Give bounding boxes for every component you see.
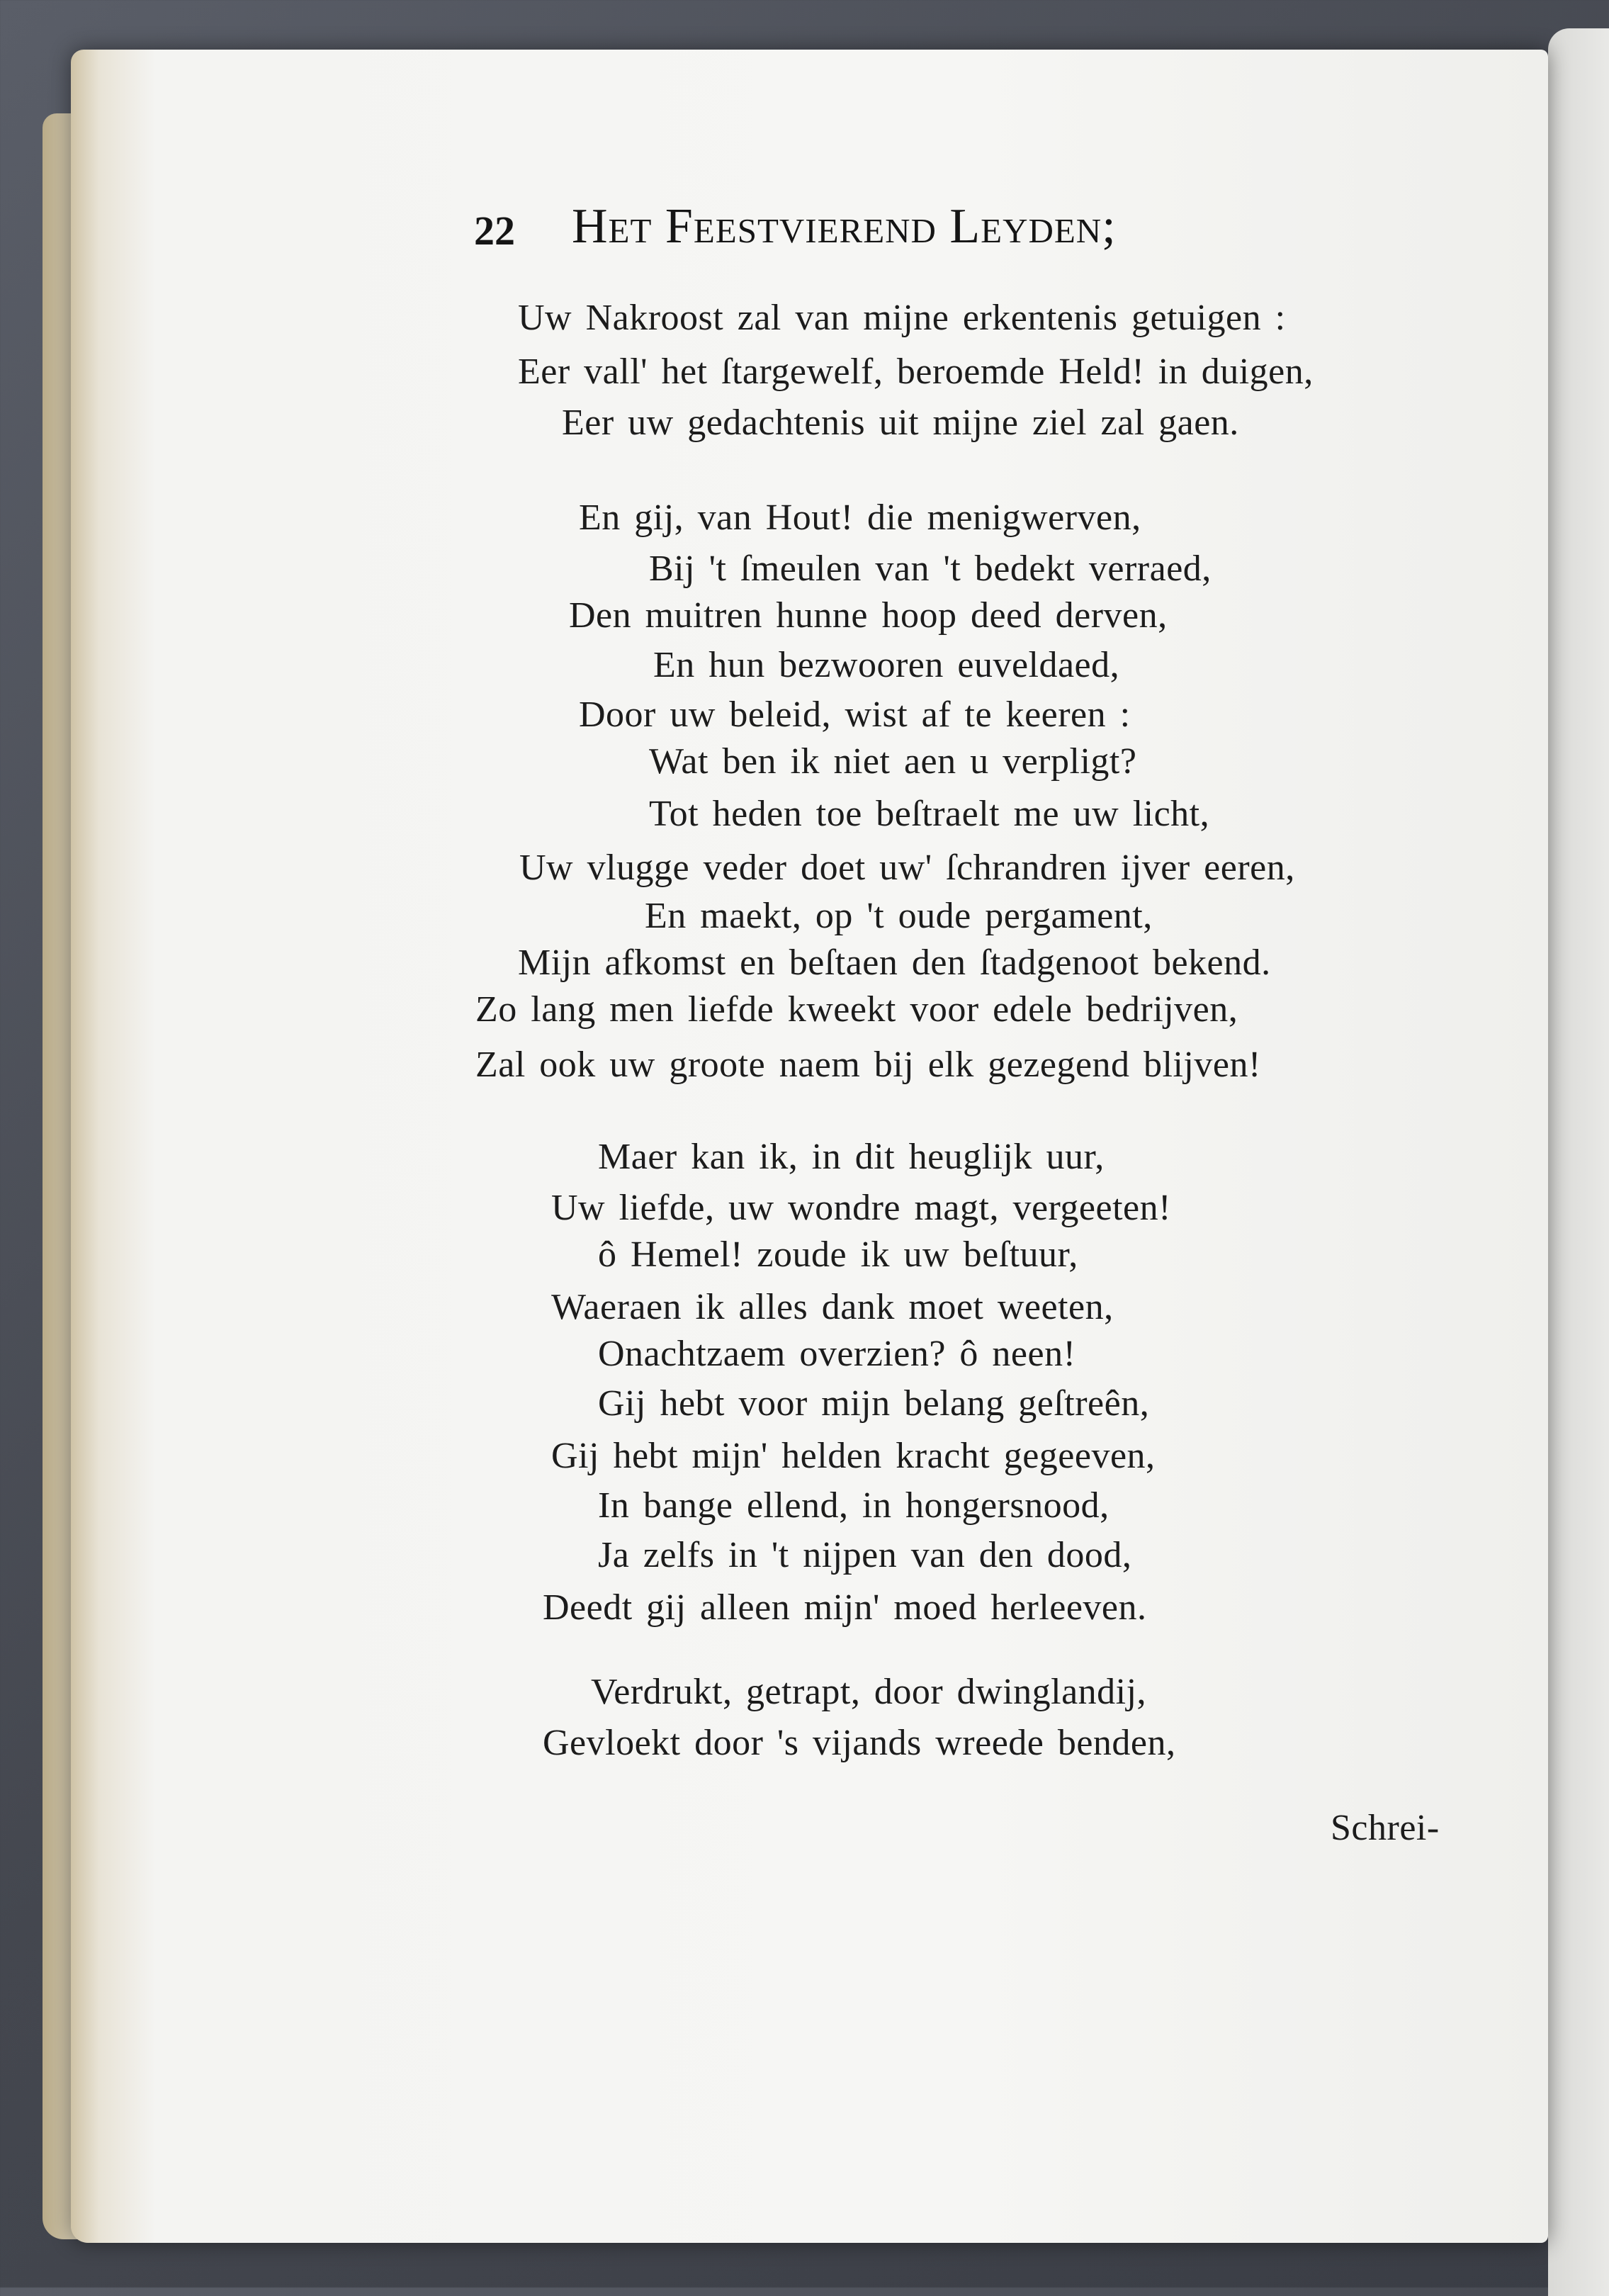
verse-line: Zo lang men liefde kweekt voor edele bedrijven, [475, 989, 1238, 1030]
verse-line: Tot heden toe beſtraelt me uw licht, [649, 794, 1210, 834]
verse-line: Waeraen ik alles dank moet weeten, [551, 1287, 1114, 1327]
verse-line: Uw Nakroost zal van mijne erkentenis getuigen : [518, 298, 1286, 338]
verse-line: Gevloekt door 's vijands wreede benden, [543, 1723, 1176, 1763]
verse-line: Gij hebt voor mijn belang geſtreên, [598, 1383, 1150, 1424]
verse-line: In bange ellend, in hongersnood, [598, 1485, 1110, 1526]
verse-line: Maer kan ik, in dit heuglijk uur, [598, 1137, 1105, 1177]
verse-line: Mijn afkomst en beſtaen den ſtadgenoot bekend. [518, 942, 1271, 983]
verse-line: Onachtzaem overzien? ô neen! [598, 1334, 1076, 1374]
verse-line: Verdrukt, getrapt, door dwinglandij, [591, 1672, 1147, 1712]
verse-line: Zal ook uw groote naem bij elk gezegend blijven! [475, 1045, 1261, 1085]
verse-line: Deedt gij alleen mijn' moed herleeven. [543, 1587, 1147, 1628]
verse-line: Eer vall' het ſtargewelf, beroemde Held! in duigen, [518, 351, 1314, 392]
catchword: Schrei- [1331, 1808, 1440, 1848]
facing-page [1548, 28, 1609, 2296]
verse-line: Uw vlugge veder doet uw' ſchrandren ijver eeren, [519, 848, 1295, 888]
verse-line: Ja zelfs in 't nijpen van den dood, [598, 1535, 1132, 1575]
verse-line: ô Hemel! zoude ik uw beſtuur, [598, 1234, 1078, 1275]
verse-line: Den muitren hunne hoop deed derven, [569, 595, 1168, 636]
verse-line: Wat ben ik niet aen u verpligt? [649, 741, 1137, 782]
verse-line: Door uw beleid, wist af te keeren : [579, 694, 1131, 735]
verse-line: Uw liefde, uw wondre magt, vergeeten! [551, 1188, 1171, 1228]
verse-line: En maekt, op 't oude pergament, [645, 896, 1153, 936]
verse-line: En hun bezwooren euveldaed, [653, 645, 1120, 685]
page-number: 22 [474, 208, 515, 254]
verse-line: Gij hebt mijn' helden kracht gegeeven, [551, 1436, 1156, 1476]
verse-line: En gij, van Hout! die menigwerven, [579, 497, 1141, 538]
running-title: Het Feestvierend Leyden; [572, 199, 1117, 254]
verse-line: Eer uw gedachtenis uit mijne ziel zal gaen. [562, 403, 1239, 443]
verse-line: Bij 't ſmeulen van 't bedekt verraed, [649, 548, 1212, 589]
